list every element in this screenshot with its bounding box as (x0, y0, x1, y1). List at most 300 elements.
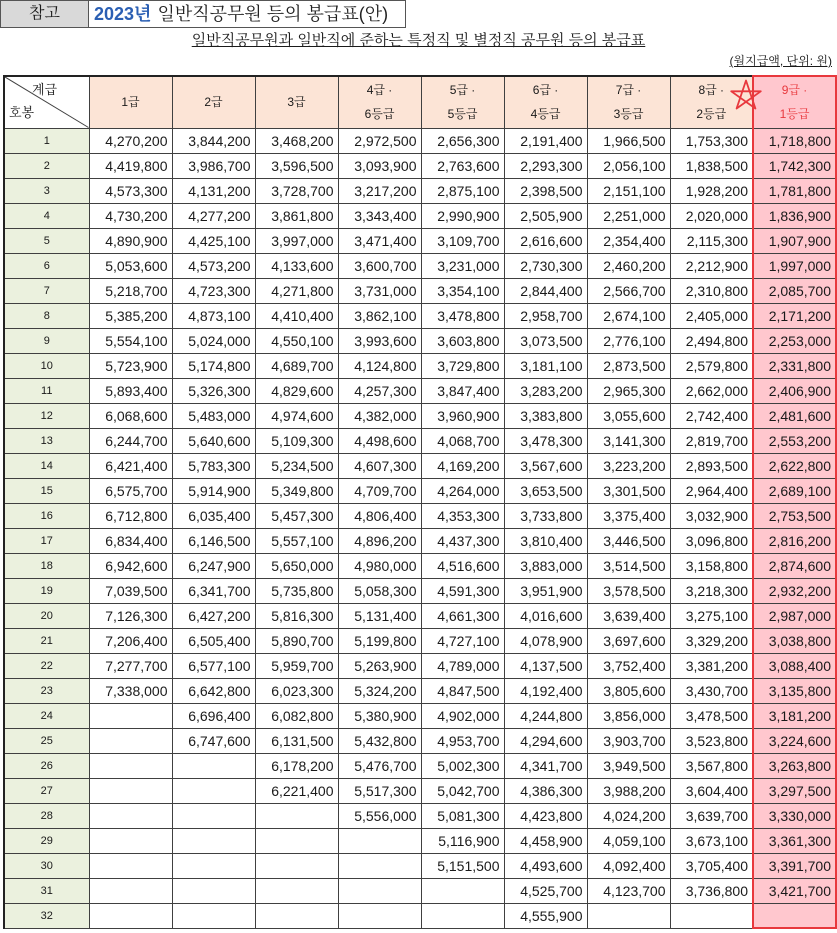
step-cell: 19 (4, 578, 89, 603)
table-row (4, 128, 836, 153)
salary-cell: 3,731,000 (338, 278, 421, 303)
empty-cell (172, 753, 255, 778)
salary-cell: 2,958,700 (504, 303, 587, 328)
step-cell: 9 (4, 328, 89, 353)
salary-cell: 2,965,300 (587, 378, 670, 403)
salary-cell: 6,023,300 (255, 678, 338, 703)
salary-cell: 3,471,400 (338, 228, 421, 253)
grade-header-cell (255, 76, 338, 128)
salary-cell: 3,055,600 (587, 403, 670, 428)
header-row (4, 76, 836, 128)
salary-cell: 3,329,200 (670, 628, 753, 653)
salary-cell: 2,251,000 (587, 203, 670, 228)
salary-cell: 3,375,400 (587, 503, 670, 528)
salary-cell: 4,661,300 (421, 603, 504, 628)
salary-cell: 4,555,900 (504, 903, 587, 928)
salary-cell: 6,942,600 (89, 553, 172, 578)
salary-cell: 3,844,200 (172, 128, 255, 153)
salary-cell: 7,277,700 (89, 653, 172, 678)
salary-cell: 4,437,300 (421, 528, 504, 553)
table-row (4, 653, 836, 678)
table-row (4, 528, 836, 553)
table-row (4, 703, 836, 728)
salary-cell: 6,712,800 (89, 503, 172, 528)
table-row (4, 678, 836, 703)
table-row (4, 628, 836, 653)
empty-cell (172, 853, 255, 878)
step-cell: 31 (4, 878, 89, 903)
salary-cell: 4,980,000 (338, 553, 421, 578)
step-cell: 27 (4, 778, 89, 803)
salary-cell: 5,058,300 (338, 578, 421, 603)
step-cell: 10 (4, 353, 89, 378)
salary-cell: 3,596,500 (255, 153, 338, 178)
salary-cell: 2,171,200 (753, 303, 836, 328)
salary-cell: 3,728,700 (255, 178, 338, 203)
step-cell: 32 (4, 903, 89, 928)
grade-header-line: 7급 · (615, 83, 642, 98)
salary-cell: 5,199,800 (338, 628, 421, 653)
empty-cell (338, 878, 421, 903)
step-cell: 13 (4, 428, 89, 453)
table-row (4, 828, 836, 853)
salary-cell: 4,271,800 (255, 278, 338, 303)
salary-cell: 1,966,500 (587, 128, 670, 153)
salary-cell: 3,073,500 (504, 328, 587, 353)
salary-cell: 6,131,500 (255, 728, 338, 753)
salary-cell: 2,987,000 (753, 603, 836, 628)
grade-header-line: 6급 · (532, 83, 559, 98)
salary-cell: 4,264,000 (421, 478, 504, 503)
salary-cell: 5,890,700 (255, 628, 338, 653)
salary-cell: 3,383,800 (504, 403, 587, 428)
salary-cell: 3,218,300 (670, 578, 753, 603)
salary-cell: 5,816,300 (255, 603, 338, 628)
step-cell: 30 (4, 853, 89, 878)
salary-cell: 2,151,100 (587, 178, 670, 203)
empty-cell (172, 828, 255, 853)
salary-cell: 3,301,500 (587, 478, 670, 503)
step-cell: 12 (4, 403, 89, 428)
step-cell: 25 (4, 728, 89, 753)
salary-cell: 3,032,900 (670, 503, 753, 528)
salary-cell: 2,893,500 (670, 453, 753, 478)
step-cell: 15 (4, 478, 89, 503)
salary-cell: 3,805,600 (587, 678, 670, 703)
salary-cell: 4,123,700 (587, 878, 670, 903)
empty-cell (587, 903, 670, 928)
salary-cell: 2,990,900 (421, 203, 504, 228)
salary-cell: 4,277,200 (172, 203, 255, 228)
step-cell: 29 (4, 828, 89, 853)
salary-cell: 4,806,400 (338, 503, 421, 528)
empty-cell (421, 878, 504, 903)
salary-cell: 4,573,200 (172, 253, 255, 278)
empty-cell (338, 903, 421, 928)
salary-cell: 6,178,200 (255, 753, 338, 778)
salary-cell: 5,174,800 (172, 353, 255, 378)
salary-cell: 5,650,000 (255, 553, 338, 578)
salary-cell: 4,902,000 (421, 703, 504, 728)
salary-cell: 2,730,300 (504, 253, 587, 278)
salary-cell: 3,343,400 (338, 203, 421, 228)
grade-header-line: 5등급 (447, 107, 478, 122)
salary-cell: 4,341,700 (504, 753, 587, 778)
salary-cell: 3,567,600 (504, 453, 587, 478)
empty-cell (172, 778, 255, 803)
salary-cell: 4,016,600 (504, 603, 587, 628)
salary-cell: 5,234,500 (255, 453, 338, 478)
grade-header-line: 4등급 (530, 107, 561, 122)
salary-cell: 4,896,200 (338, 528, 421, 553)
salary-cell: 3,275,100 (670, 603, 753, 628)
salary-cell: 4,730,200 (89, 203, 172, 228)
empty-cell (172, 878, 255, 903)
salary-cell: 2,753,500 (753, 503, 836, 528)
salary-cell: 4,244,800 (504, 703, 587, 728)
table-row (4, 903, 836, 928)
grade-header-line: 2급 (204, 95, 223, 110)
salary-cell: 3,960,900 (421, 403, 504, 428)
salary-cell: 3,478,500 (670, 703, 753, 728)
salary-cell: 3,810,400 (504, 528, 587, 553)
salary-cell: 3,567,800 (670, 753, 753, 778)
table-row (4, 753, 836, 778)
salary-cell: 3,861,800 (255, 203, 338, 228)
step-cell: 26 (4, 753, 89, 778)
salary-cell: 4,423,800 (504, 803, 587, 828)
salary-cell: 3,283,200 (504, 378, 587, 403)
salary-cell: 5,024,000 (172, 328, 255, 353)
salary-cell: 3,158,800 (670, 553, 753, 578)
empty-cell (670, 903, 753, 928)
salary-cell: 4,294,600 (504, 728, 587, 753)
grade-header-cell (504, 76, 587, 128)
empty-cell (421, 903, 504, 928)
salary-cell: 4,847,500 (421, 678, 504, 703)
salary-cell: 2,460,200 (587, 253, 670, 278)
empty-cell (89, 853, 172, 878)
grade-header-line: 3급 (287, 95, 306, 110)
step-cell: 20 (4, 603, 89, 628)
step-cell: 24 (4, 703, 89, 728)
salary-cell: 4,068,700 (421, 428, 504, 453)
table-row (4, 278, 836, 303)
grade-header-line: 6등급 (364, 107, 395, 122)
salary-cell: 3,736,800 (670, 878, 753, 903)
salary-cell: 2,494,800 (670, 328, 753, 353)
salary-cell: 3,752,400 (587, 653, 670, 678)
step-cell: 5 (4, 228, 89, 253)
salary-cell: 3,862,100 (338, 303, 421, 328)
salary-cell: 5,109,300 (255, 428, 338, 453)
salary-cell: 5,914,900 (172, 478, 255, 503)
table-row (4, 153, 836, 178)
table-row (4, 328, 836, 353)
empty-cell (255, 878, 338, 903)
grade-header-cell (670, 76, 753, 128)
salary-cell: 5,002,300 (421, 753, 504, 778)
salary-cell: 3,381,200 (670, 653, 753, 678)
salary-cell: 1,928,200 (670, 178, 753, 203)
salary-cell: 3,603,800 (421, 328, 504, 353)
salary-cell: 6,427,200 (172, 603, 255, 628)
salary-cell: 4,829,600 (255, 378, 338, 403)
step-cell: 1 (4, 128, 89, 153)
corner-header-cell (4, 76, 89, 128)
salary-cell: 2,405,000 (670, 303, 753, 328)
salary-cell: 2,310,800 (670, 278, 753, 303)
salary-cell: 6,577,100 (172, 653, 255, 678)
salary-cell: 3,096,800 (670, 528, 753, 553)
salary-cell: 2,056,100 (587, 153, 670, 178)
salary-cell: 3,231,000 (421, 253, 504, 278)
step-cell: 8 (4, 303, 89, 328)
salary-cell: 2,253,000 (753, 328, 836, 353)
salary-cell: 6,247,900 (172, 553, 255, 578)
table-row (4, 853, 836, 878)
table-row (4, 253, 836, 278)
salary-cell: 6,834,400 (89, 528, 172, 553)
salary-cell: 3,993,600 (338, 328, 421, 353)
salary-cell: 4,953,700 (421, 728, 504, 753)
salary-cell: 2,020,000 (670, 203, 753, 228)
salary-cell: 3,986,700 (172, 153, 255, 178)
salary-cell: 2,873,500 (587, 353, 670, 378)
salary-cell: 1,742,300 (753, 153, 836, 178)
grade-header-line: 1등급 (779, 107, 810, 122)
salary-cell: 3,639,700 (670, 803, 753, 828)
salary-cell: 6,696,400 (172, 703, 255, 728)
salary-cell: 5,557,100 (255, 528, 338, 553)
salary-cell: 4,591,300 (421, 578, 504, 603)
salary-cell: 3,181,100 (504, 353, 587, 378)
salary-cell: 1,838,500 (670, 153, 753, 178)
salary-cell: 4,689,700 (255, 353, 338, 378)
salary-cell: 6,146,500 (172, 528, 255, 553)
salary-cell: 6,421,400 (89, 453, 172, 478)
salary-cell: 4,353,300 (421, 503, 504, 528)
salary-cell: 4,382,000 (338, 403, 421, 428)
salary-cell: 3,733,800 (504, 503, 587, 528)
salary-cell: 4,425,100 (172, 228, 255, 253)
table-row (4, 778, 836, 803)
salary-cell: 4,386,300 (504, 778, 587, 803)
salary-cell: 2,662,000 (670, 378, 753, 403)
salary-cell: 4,092,400 (587, 853, 670, 878)
salary-cell: 4,059,100 (587, 828, 670, 853)
salary-cell: 5,554,100 (89, 328, 172, 353)
salary-cell: 3,951,900 (504, 578, 587, 603)
grade-header-cell (172, 76, 255, 128)
salary-cell: 3,088,400 (753, 653, 836, 678)
salary-cell: 3,093,900 (338, 153, 421, 178)
table-subtitle: 일반직공무원과 일반직에 준하는 특정직 및 별정직 공무원 등의 봉급표 (191, 32, 646, 49)
salary-cell: 7,338,000 (89, 678, 172, 703)
salary-cell: 4,410,400 (255, 303, 338, 328)
salary-cell: 5,349,800 (255, 478, 338, 503)
table-row (4, 553, 836, 578)
salary-cell: 2,579,800 (670, 353, 753, 378)
salary-cell: 7,206,400 (89, 628, 172, 653)
salary-cell: 5,380,900 (338, 703, 421, 728)
table-row (4, 503, 836, 528)
salary-cell: 5,116,900 (421, 828, 504, 853)
salary-cell: 3,673,100 (670, 828, 753, 853)
salary-cell: 2,844,400 (504, 278, 587, 303)
salary-cell: 2,816,200 (753, 528, 836, 553)
salary-cell: 4,270,200 (89, 128, 172, 153)
salary-cell: 3,600,700 (338, 253, 421, 278)
salary-cell: 5,042,700 (421, 778, 504, 803)
salary-cell: 3,330,000 (753, 803, 836, 828)
salary-cell: 7,039,500 (89, 578, 172, 603)
salary-cell: 3,705,400 (670, 853, 753, 878)
salary-cell: 5,476,700 (338, 753, 421, 778)
title-text: 일반직공무원 등의 봉급표(안) (157, 4, 389, 24)
salary-cell: 5,457,300 (255, 503, 338, 528)
salary-cell: 3,653,500 (504, 478, 587, 503)
salary-cell: 5,053,600 (89, 253, 172, 278)
salary-cell: 4,257,300 (338, 378, 421, 403)
salary-cell: 3,478,300 (504, 428, 587, 453)
salary-cell: 1,997,000 (753, 253, 836, 278)
empty-cell (753, 903, 836, 928)
salary-cell: 3,038,800 (753, 628, 836, 653)
grade-header-line: 9급 · (781, 83, 808, 98)
reference-tag: 참고 (0, 0, 89, 28)
salary-cell: 2,212,900 (670, 253, 753, 278)
salary-cell: 5,517,300 (338, 778, 421, 803)
empty-cell (255, 828, 338, 853)
salary-cell: 4,709,700 (338, 478, 421, 503)
empty-cell (172, 903, 255, 928)
grade-header-line: 3등급 (613, 107, 644, 122)
step-cell: 21 (4, 628, 89, 653)
salary-cell: 5,385,200 (89, 303, 172, 328)
salary-cell: 4,516,600 (421, 553, 504, 578)
salary-cell: 3,847,400 (421, 378, 504, 403)
salary-cell: 4,573,300 (89, 178, 172, 203)
salary-cell: 4,525,700 (504, 878, 587, 903)
step-cell: 7 (4, 278, 89, 303)
salary-cell: 5,081,300 (421, 803, 504, 828)
salary-cell: 6,244,700 (89, 428, 172, 453)
salary-cell: 2,398,500 (504, 178, 587, 203)
table-row (4, 603, 836, 628)
step-cell: 18 (4, 553, 89, 578)
salary-cell: 3,997,000 (255, 228, 338, 253)
table-row (4, 878, 836, 903)
table-body (4, 128, 836, 928)
salary-cell: 6,035,400 (172, 503, 255, 528)
empty-cell (255, 803, 338, 828)
salary-cell: 4,789,000 (421, 653, 504, 678)
salary-cell: 4,607,300 (338, 453, 421, 478)
salary-cell: 6,505,400 (172, 628, 255, 653)
table-row (4, 353, 836, 378)
salary-cell: 1,907,900 (753, 228, 836, 253)
salary-cell: 1,753,300 (670, 128, 753, 153)
salary-cell: 6,221,400 (255, 778, 338, 803)
table-header (4, 76, 836, 128)
grade-header-line: 2등급 (696, 107, 727, 122)
empty-cell (89, 728, 172, 753)
table-row (4, 578, 836, 603)
table-row (4, 428, 836, 453)
salary-cell: 3,883,000 (504, 553, 587, 578)
salary-cell: 3,988,200 (587, 778, 670, 803)
salary-cell: 5,432,800 (338, 728, 421, 753)
salary-cell: 2,481,600 (753, 403, 836, 428)
empty-cell (89, 778, 172, 803)
salary-cell: 3,354,100 (421, 278, 504, 303)
salary-table (3, 75, 837, 929)
salary-cell: 2,085,700 (753, 278, 836, 303)
salary-cell: 3,578,500 (587, 578, 670, 603)
corner-step-label: 호봉 (9, 105, 35, 120)
salary-cell: 4,169,200 (421, 453, 504, 478)
grade-header-cell (753, 76, 836, 128)
empty-cell (255, 853, 338, 878)
empty-cell (338, 828, 421, 853)
salary-cell: 2,354,400 (587, 228, 670, 253)
title-year: 2023년 (94, 4, 152, 24)
table-row (4, 378, 836, 403)
salary-cell: 3,217,200 (338, 178, 421, 203)
table-row (4, 728, 836, 753)
salary-cell: 3,361,300 (753, 828, 836, 853)
salary-cell: 3,297,500 (753, 778, 836, 803)
grade-header-cell (587, 76, 670, 128)
salary-cell: 4,458,900 (504, 828, 587, 853)
salary-cell: 3,263,800 (753, 753, 836, 778)
salary-cell: 3,141,300 (587, 428, 670, 453)
salary-cell: 6,082,800 (255, 703, 338, 728)
salary-cell: 3,223,200 (587, 453, 670, 478)
table-row (4, 303, 836, 328)
salary-cell: 4,890,900 (89, 228, 172, 253)
salary-cell: 3,639,400 (587, 603, 670, 628)
unit-note: (월지급액, 단위: 원) (729, 54, 832, 68)
salary-cell: 2,875,100 (421, 178, 504, 203)
table-row (4, 453, 836, 478)
empty-cell (89, 878, 172, 903)
salary-cell: 4,498,600 (338, 428, 421, 453)
salary-cell: 6,575,700 (89, 478, 172, 503)
salary-cell: 2,566,700 (587, 278, 670, 303)
step-cell: 16 (4, 503, 89, 528)
salary-cell: 5,131,400 (338, 603, 421, 628)
salary-cell: 4,873,100 (172, 303, 255, 328)
salary-cell: 3,903,700 (587, 728, 670, 753)
salary-cell: 3,109,700 (421, 228, 504, 253)
salary-cell: 5,959,700 (255, 653, 338, 678)
salary-cell: 6,068,600 (89, 403, 172, 428)
step-cell: 4 (4, 203, 89, 228)
salary-cell: 3,604,400 (670, 778, 753, 803)
salary-cell: 3,523,800 (670, 728, 753, 753)
salary-cell: 4,727,100 (421, 628, 504, 653)
salary-cell: 3,478,800 (421, 303, 504, 328)
salary-cell: 2,331,800 (753, 353, 836, 378)
salary-cell: 5,483,000 (172, 403, 255, 428)
salary-cell: 3,181,200 (753, 703, 836, 728)
salary-cell: 2,191,400 (504, 128, 587, 153)
salary-cell: 1,781,800 (753, 178, 836, 203)
empty-cell (89, 803, 172, 828)
salary-cell: 5,324,200 (338, 678, 421, 703)
